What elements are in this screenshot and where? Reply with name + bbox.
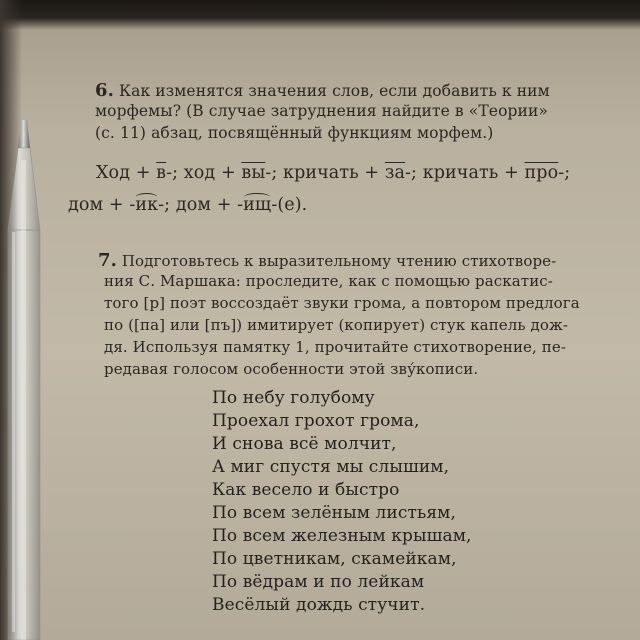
poem-line: По всем железным крышам, [212, 526, 472, 546]
task7-number: 7. [98, 250, 117, 271]
task7-text-1: Подготовьтесь к выразительному чтению стихотворе- [121, 252, 557, 270]
prefix-mark: в [156, 163, 167, 183]
example-root: дом [68, 195, 104, 215]
task6-line2: морфемы? (В случае затруднения найдите в «Теории» [95, 102, 548, 120]
pen-refill-icon [21, 160, 26, 640]
task6-examples-row2: дом + -ик-; дом + -ищ-(е). [68, 195, 308, 215]
task6-line3: (с. 11) абзац, посвящённый функциям морфем.) [95, 124, 494, 142]
page-top-shadow [0, 0, 640, 30]
suffix-mark: ик [135, 195, 159, 215]
suffix-mark: ищ [243, 195, 272, 215]
poem-line: По небу голубому [212, 388, 375, 408]
prefix-mark: про [524, 163, 559, 183]
poem-line: По цветникам, скамейкам, [212, 549, 457, 569]
task7-line4: по ([па] или [пъ]) имитирует (копирует) стук капель дож- [104, 316, 569, 334]
pen-highlight-icon [12, 232, 15, 632]
ballpoint-pen [0, 120, 60, 640]
poem-line: По всем зелёным листьям, [212, 503, 456, 523]
poem-line: И снова всё молчит, [212, 434, 397, 454]
task7-line1 [98, 250, 556, 271]
example-root: кричать [283, 163, 359, 183]
poem-line: Проехал грохот грома, [212, 411, 420, 431]
poem-line: Весёлый дождь стучит. [212, 595, 426, 615]
example-root: дом [175, 195, 212, 215]
task7-line5: дя. Используя памятку 1, прочитайте стихотворение, пе- [104, 338, 567, 356]
poem-line: Как весело и быстро [212, 480, 400, 500]
prefix-mark: за [384, 163, 406, 183]
example-root: кричать [422, 163, 499, 183]
pen-tip-icon [18, 120, 30, 148]
task7-line6: редавая голосом особенности этой зву́кописи. [104, 360, 479, 378]
poem-line: По вёдрам и по лейкам [212, 572, 425, 592]
task6-line1 [95, 80, 550, 101]
example-root: Ход [96, 163, 131, 183]
example-root: ход [183, 163, 216, 183]
task6-text-1: Как изменятся значения слов, если добавить к ним [119, 82, 550, 100]
task6-number: 6. [95, 80, 114, 101]
task7-line2: ния С. Маршака: проследите, как с помощью раскатис- [104, 272, 553, 290]
prefix-mark: вы [241, 163, 266, 183]
poem-line: А миг спустя мы слышим, [212, 457, 450, 477]
task6-examples-row1: Ход + в-; ход + вы-; кричать + за-; кричать + про-; [96, 163, 571, 183]
task7-line3: того [р] поэт воссоздаёт звуки грома, а повтором предлога [104, 294, 580, 312]
